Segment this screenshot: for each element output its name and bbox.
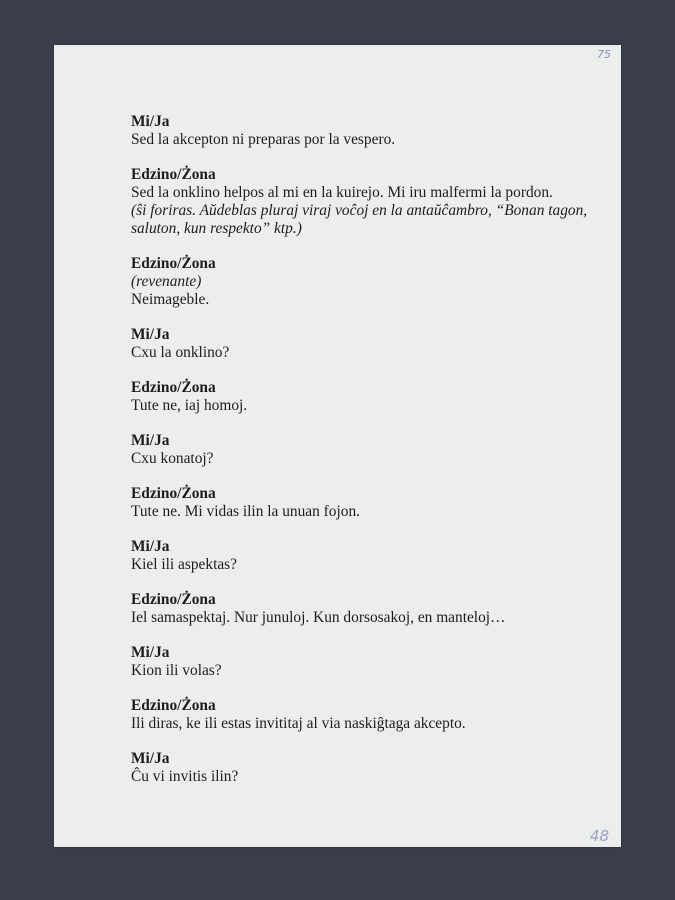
dialogue-line: Tute ne. Mi vidas ilin la unuan fojon. [131, 503, 360, 520]
dialogue-turn [131, 485, 601, 521]
speaker-name: Edzino/Żona [131, 485, 216, 502]
dialogue-line: Ili diras, ke ili estas invititaj al via naskiĝtaga akcepto. [131, 715, 466, 732]
dialogue-turn [131, 166, 601, 238]
dialogue-line: Tute ne, iaj homoj. [131, 397, 248, 414]
dialogue-turn [131, 379, 601, 415]
dialogue-turn [131, 326, 601, 362]
stage-direction: (ŝi foriras. Aŭdeblas pluraj viraj voĉoj en la antaŭĉambro, “Bonan tagon, saluton, kun respekto” ktp.) [131, 202, 588, 237]
stage-direction: (revenante) [131, 273, 202, 290]
dialogue-line: Sed la akcepton ni preparas por la vespero. [131, 131, 396, 148]
speaker-name: Edzino/Żona [131, 379, 216, 396]
handwritten-page-number-bottom: 48 [589, 827, 609, 845]
speaker-name: Mi/Ja [131, 538, 170, 555]
dialogue-line: Sed la onklino helpos al mi en la kuirejo. Mi iru malfermi la pordon. [131, 184, 553, 201]
dialogue-turn [131, 697, 601, 733]
dialogue-turn [131, 538, 601, 574]
dialogue-turn [131, 432, 601, 468]
dialogue-turn [131, 113, 601, 149]
dialogue-script [131, 113, 601, 803]
speaker-name: Mi/Ja [131, 644, 170, 661]
dialogue-turn [131, 255, 601, 309]
dialogue-turn [131, 644, 601, 680]
speaker-name: Mi/Ja [131, 432, 170, 449]
dialogue-line: Cxu la onklino? [131, 344, 230, 361]
dialogue-line: Kion ili volas? [131, 662, 222, 679]
speaker-name: Mi/Ja [131, 750, 170, 767]
dialogue-line: Cxu konatoj? [131, 450, 214, 467]
dialogue-turn [131, 591, 601, 627]
dialogue-line: Neimageble. [131, 291, 210, 308]
speaker-name: Edzino/Żona [131, 255, 216, 272]
dialogue-line: Ĉu vi invitis ilin? [131, 768, 239, 785]
dialogue-turn [131, 750, 601, 786]
dialogue-line: Iel samaspektaj. Nur junuloj. Kun dorsosakoj, en manteloj… [131, 609, 506, 626]
speaker-name: Edzino/Żona [131, 697, 216, 714]
speaker-name: Mi/Ja [131, 326, 170, 343]
speaker-name: Edzino/Żona [131, 166, 216, 183]
speaker-name: Edzino/Żona [131, 591, 216, 608]
speaker-name: Mi/Ja [131, 113, 170, 130]
dialogue-line: Kiel ili aspektas? [131, 556, 237, 573]
script-page [54, 45, 621, 847]
handwritten-page-number-top: 75 [597, 48, 611, 61]
